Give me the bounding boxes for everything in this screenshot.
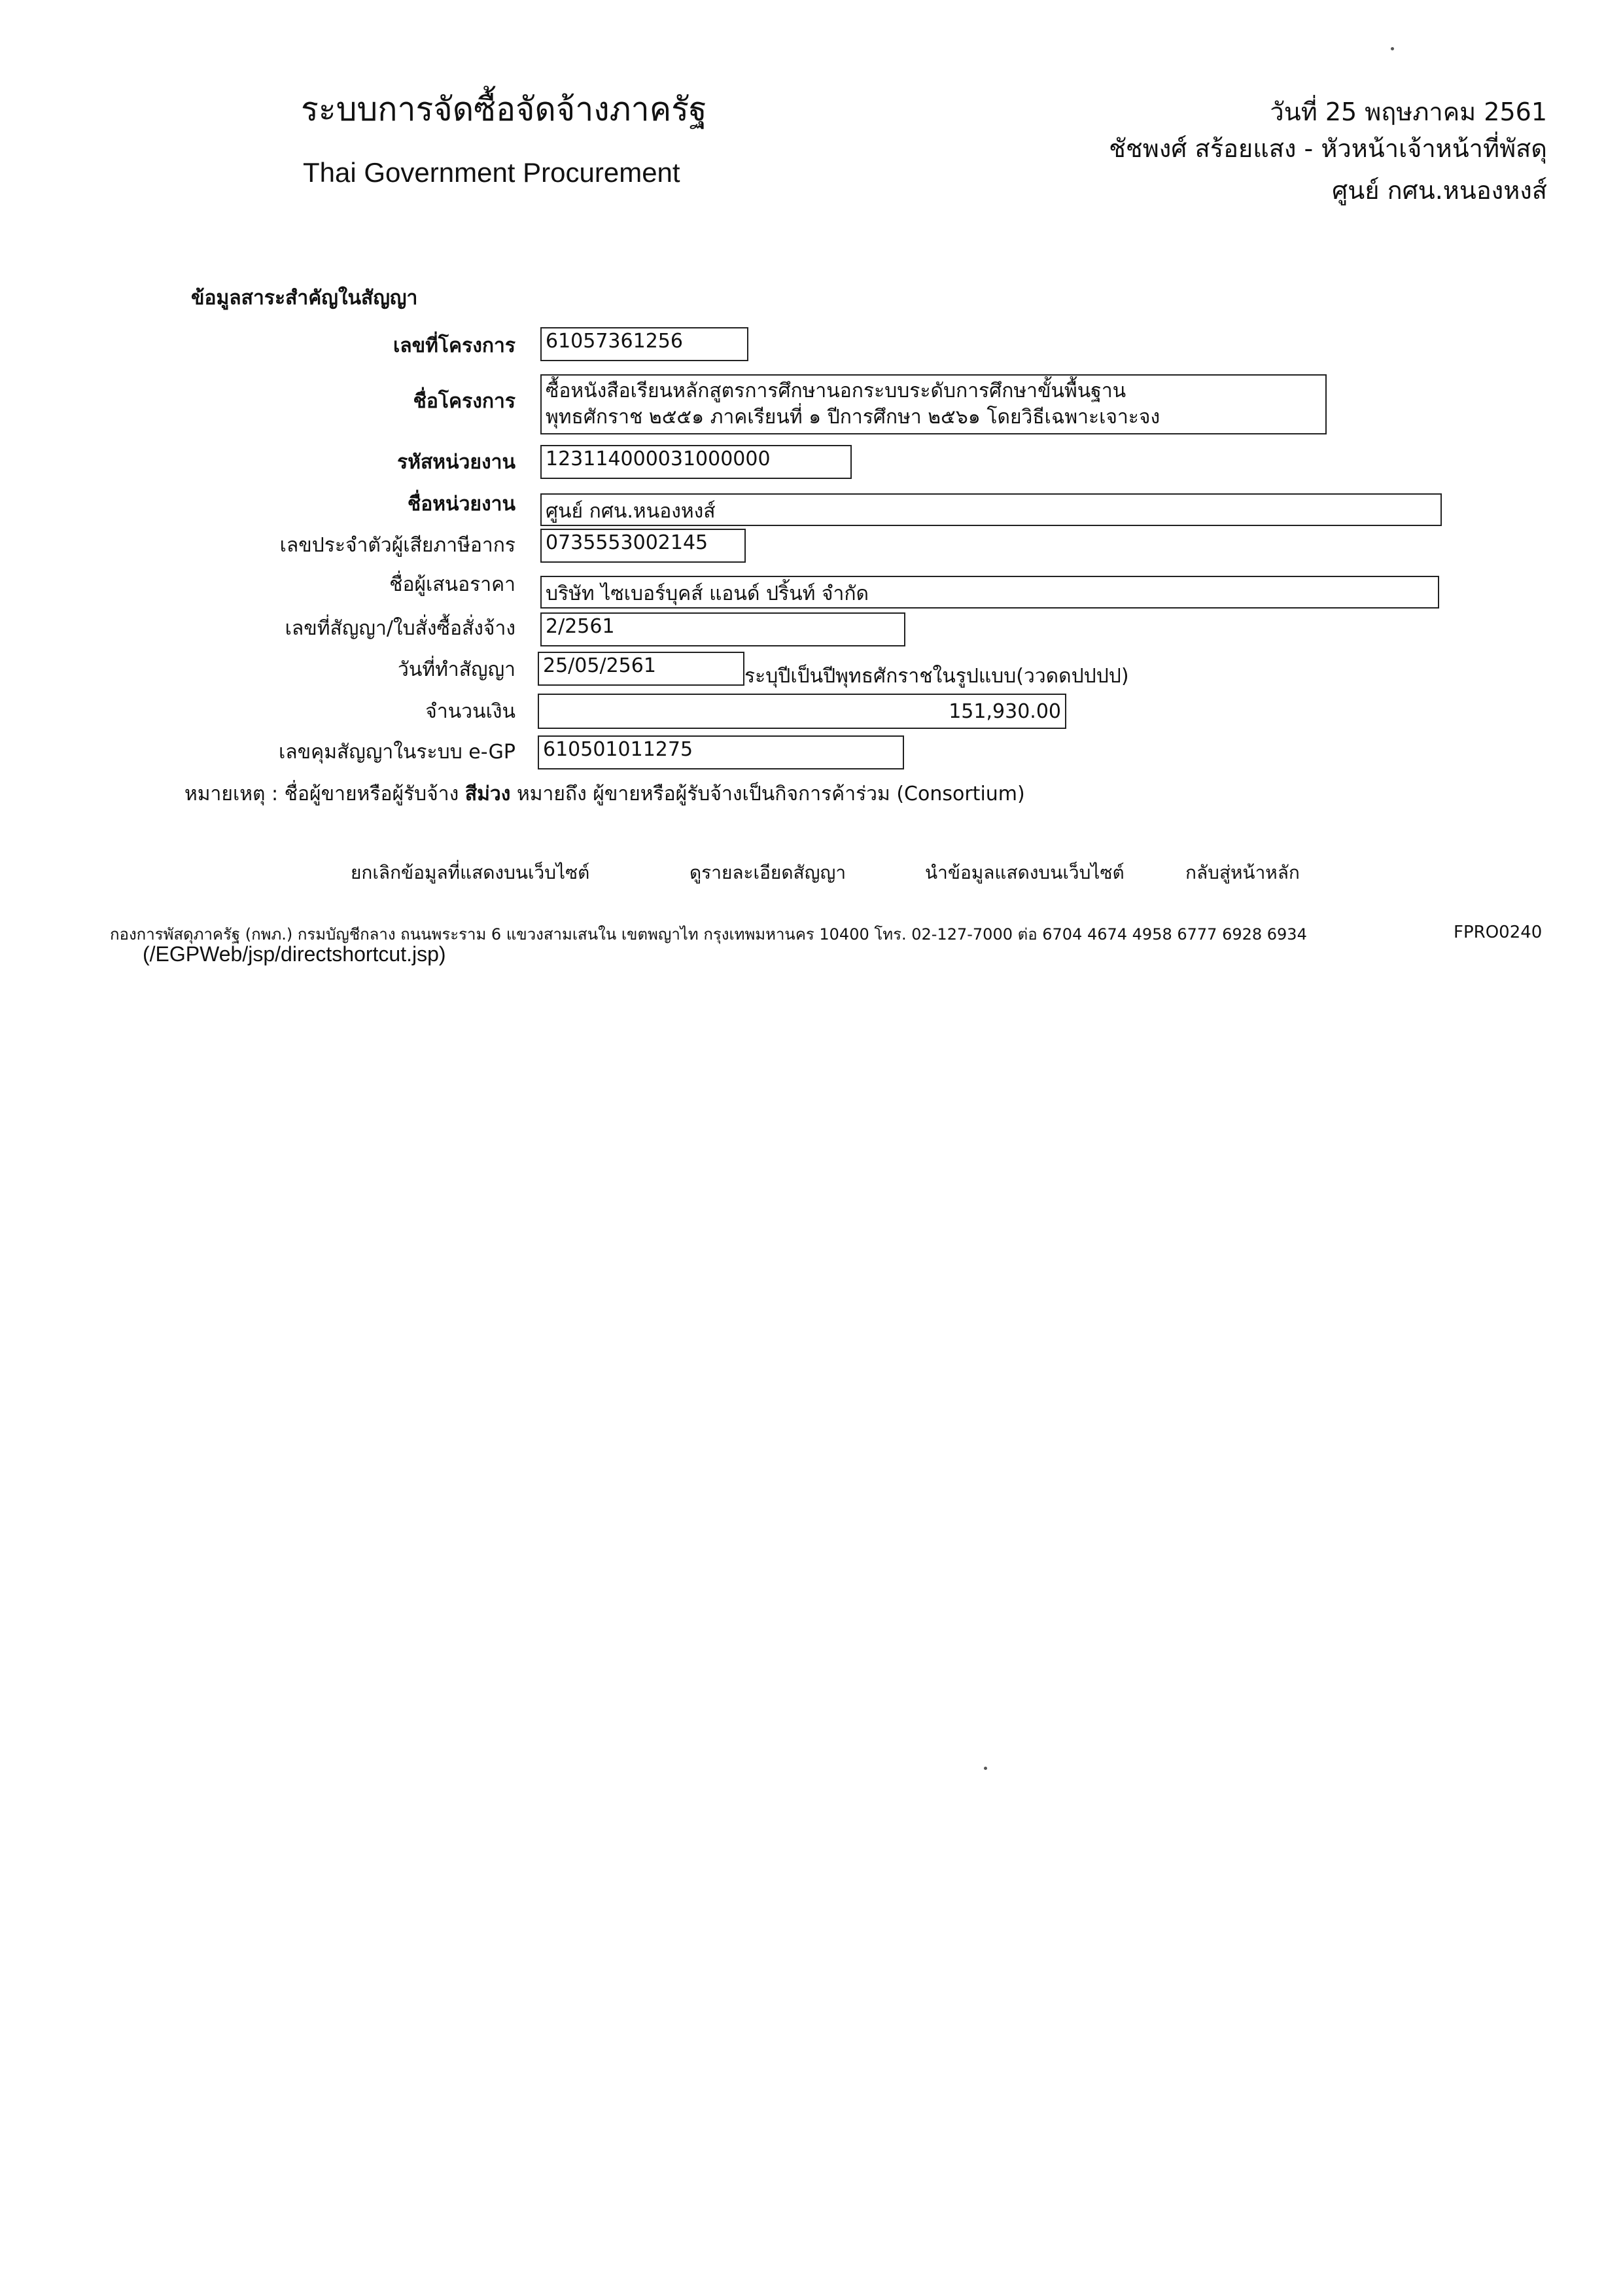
contract-date-label: วันที่ทำสัญญา	[397, 658, 515, 681]
cancel-display-link[interactable]: ยกเลิกข้อมูลที่แสดงบนเว็บไซต์	[351, 862, 590, 883]
note-highlight: สีม่วง	[464, 783, 511, 805]
note-suffix: หมายถึง ผู้ขายหรือผู้รับจ้างเป็นกิจการค้าร่วม (Consortium)	[510, 783, 1025, 805]
bidder-name-field[interactable]: บริษัท ไซเบอร์บุคส์ แอนด์ ปริ้นท์ จำกัด	[540, 576, 1439, 609]
note-prefix: หมายเหตุ : ชื่อผู้ขายหรือผู้รับจ้าง	[184, 783, 465, 805]
agency-code-label: รหัสหน่วยงาน	[397, 451, 515, 474]
scan-speck	[1391, 47, 1394, 50]
print-date: วันที่ 25 พฤษภาคม 2561	[1270, 97, 1547, 126]
project-name-line2: พุทธศักราช ๒๕๕๑ ภาคเรียนที่ ๑ ปีการศึกษา ๒๕๖๑ โดยวิธีเฉพาะเจาะจง	[546, 406, 1161, 429]
agency-name-label: ชื่อหน่วยงาน	[407, 493, 515, 516]
user-name: ชัชพงศ์ สร้อยแสง - หัวหน้าเจ้าหน้าที่พัสดุ	[1109, 134, 1547, 163]
egp-control-no-label: เลขคุมสัญญาในระบบ e-GP	[279, 741, 515, 764]
section-title: ข้อมูลสาระสำคัญในสัญญา	[191, 287, 418, 309]
project-name-label: ชื่อโครงการ	[413, 390, 515, 413]
footer-code: FPRO0240	[1454, 923, 1543, 942]
footer-path: (/EGPWeb/jsp/directshortcut.jsp)	[143, 942, 446, 966]
project-no-field[interactable]: 61057361256	[540, 327, 748, 361]
back-home-link[interactable]: กลับสู่หน้าหลัก	[1185, 862, 1300, 883]
contract-no-field[interactable]: 2/2561	[540, 612, 905, 646]
scan-speck	[984, 1767, 987, 1770]
contract-no-label: เลขที่สัญญา/ใบสั่งซื้อสั่งจ้าง	[285, 617, 515, 640]
amount-label: จำนวนเงิน	[425, 700, 515, 723]
project-name-line1: ซื้อหนังสือเรียนหลักสูตรการศึกษานอกระบบระดับการศึกษาขั้นพื้นฐาน	[546, 380, 1126, 402]
agency-code-field[interactable]: 123114000031000000	[540, 445, 852, 479]
system-subtitle: Thai Government Procurement	[303, 157, 680, 188]
footer-address: กองการพัสดุภาครัฐ (กพภ.) กรมบัญชีกลาง ถนนพระราม 6 แขวงสามเสนใน เขตพญาไท กรุงเทพมหานคร 10400 โทร. 02-127-7000 ต่อ 6704 4674 4958 6777 6928 6934	[110, 925, 1307, 944]
amount-field[interactable]: 151,930.00	[538, 694, 1066, 729]
contract-date-field[interactable]: 25/05/2561	[538, 652, 744, 686]
project-no-label: เลขที่โครงการ	[393, 334, 515, 357]
project-name-field[interactable]	[540, 374, 1327, 434]
contract-date-hint: ระบุปีเป็นปีพุทธศักราชในรูปแบบ(ววดดปปปป)	[744, 665, 1129, 688]
organization-name: ศูนย์ กศน.หนองหงส์	[1332, 176, 1547, 205]
consortium-note	[184, 779, 1025, 809]
egp-control-no-field[interactable]: 610501011275	[538, 735, 904, 769]
system-title: ระบบการจัดซื้อจัดจ้างภาครัฐ	[301, 90, 707, 128]
bidder-name-label: ชื่อผู้เสนอราคา	[389, 573, 515, 596]
tax-id-field[interactable]: 0735553002145	[540, 529, 746, 563]
tax-id-label: เลขประจำตัวผู้เสียภาษีอากร	[279, 534, 515, 557]
agency-name-field[interactable]: ศูนย์ กศน.หนองหงส์	[540, 493, 1442, 526]
publish-link[interactable]: นำข้อมูลแสดงบนเว็บไซต์	[925, 862, 1125, 883]
view-details-link[interactable]: ดูรายละเอียดสัญญา	[689, 862, 846, 883]
